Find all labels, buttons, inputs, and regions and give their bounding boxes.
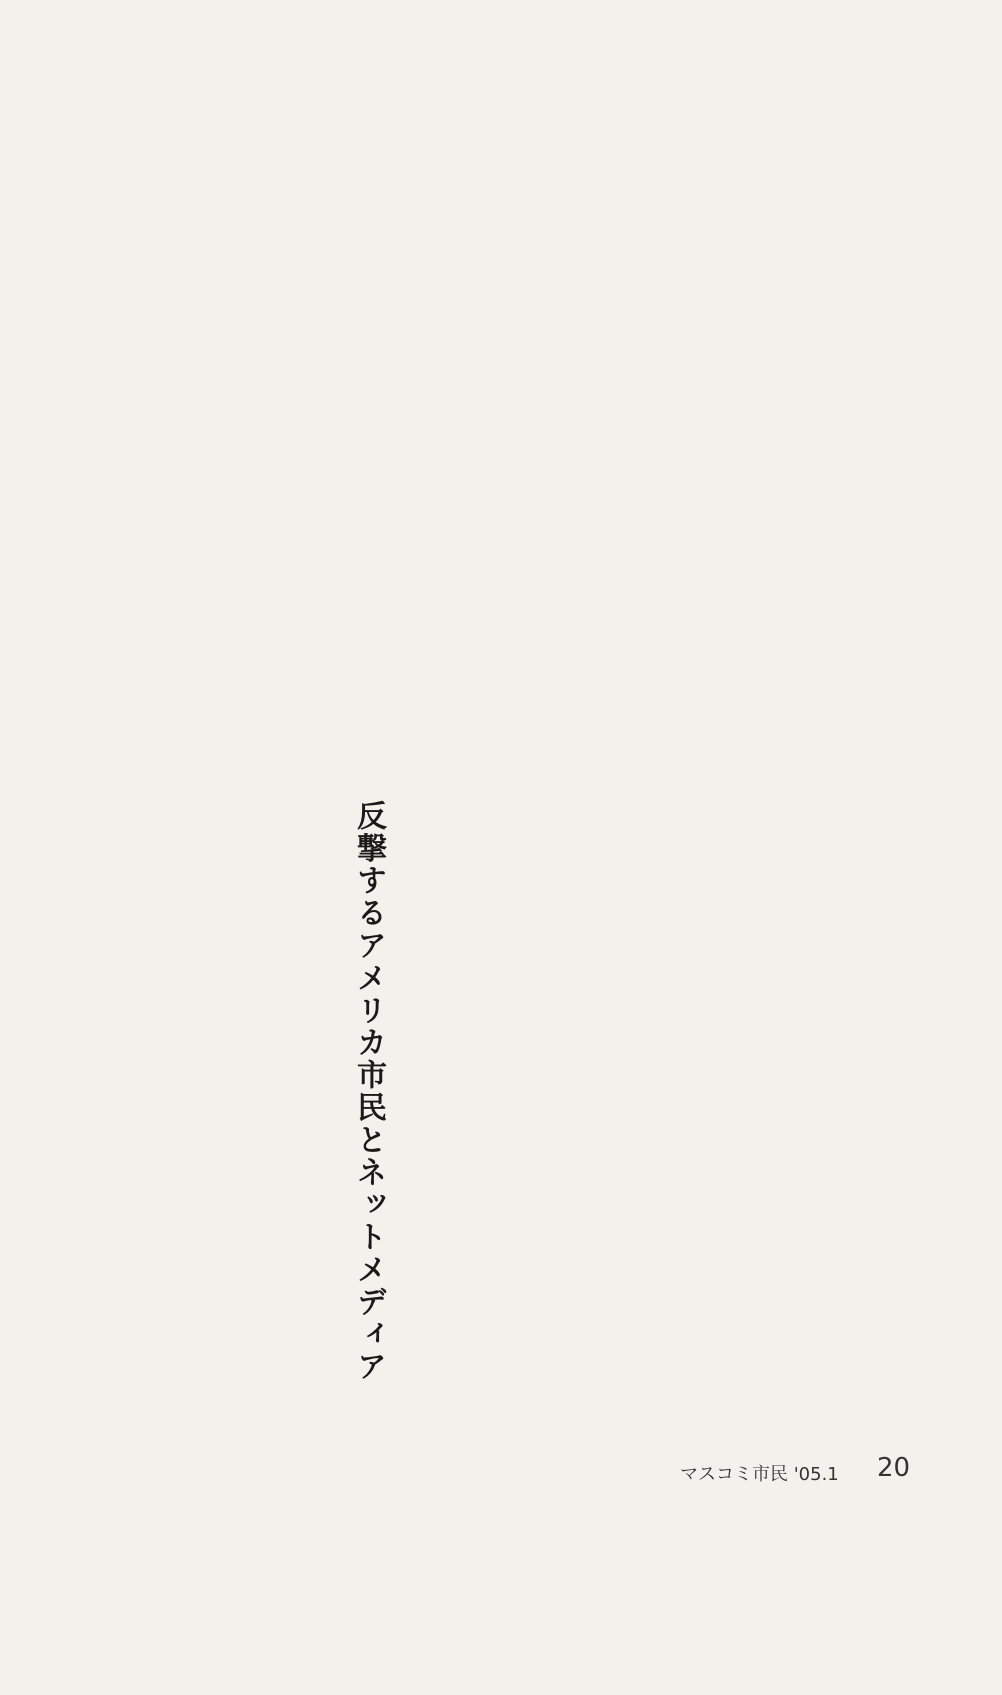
publication-label: マスコミ市民 '05.1 <box>680 1464 839 1485</box>
section-heading: 反撃するアメリカ市民とネットメディア <box>351 800 386 1384</box>
page-number: 20 <box>877 1453 911 1483</box>
